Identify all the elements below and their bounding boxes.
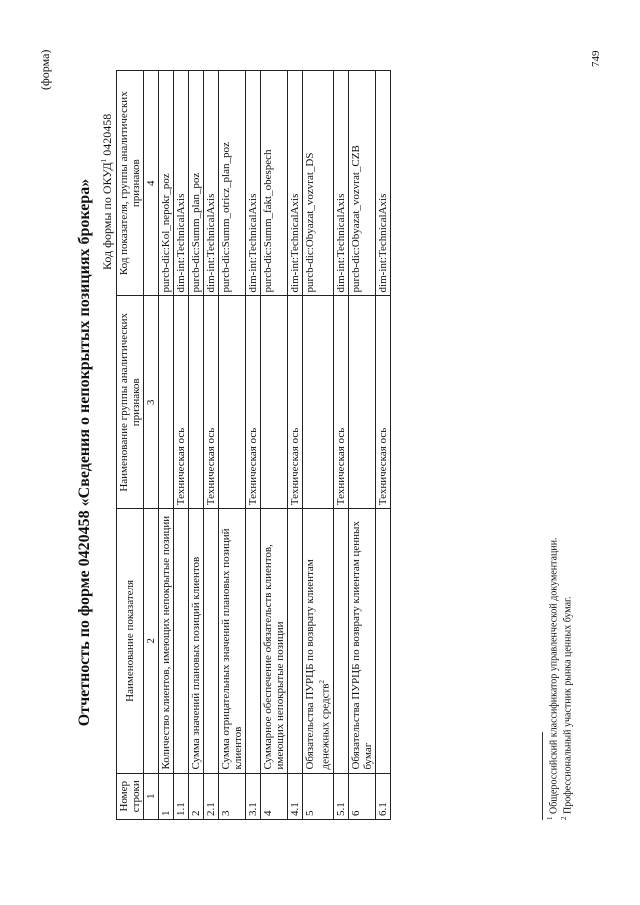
group-name: Техническая ось: [204, 296, 219, 509]
table-row: [246, 71, 261, 820]
row-number: 3.1: [246, 773, 261, 819]
page-number: 749: [590, 50, 602, 67]
row-number: 2.1: [204, 773, 219, 819]
group-name: [261, 296, 288, 509]
okud-label: Код формы по ОКУД: [100, 162, 114, 270]
table-row: [288, 71, 303, 820]
group-name: [303, 296, 334, 509]
column-number: 2: [144, 509, 159, 773]
indicator-code: purcb-dic:Summ_otricz_plan_poz: [219, 71, 246, 296]
group-name: Техническая ось: [246, 296, 261, 509]
header-row-number: Номер строки: [117, 773, 144, 819]
footnote-1: [546, 537, 559, 820]
row-number: 1.1: [174, 773, 189, 819]
indicator-name: [204, 509, 219, 773]
document-title: Отчетность по форме 0420458 «Сведения о непокрытых позициях брокера»: [76, 178, 93, 727]
table-row: [375, 71, 390, 820]
indicator-name: Обязательства ПУРЦБ по возврату клиентам ценных бумаг: [348, 509, 375, 773]
table-row: [174, 71, 189, 820]
row-number: 2: [189, 773, 204, 819]
row-number: 6: [348, 773, 375, 819]
indicator-code: dim-int:TechnicalAxis: [375, 71, 390, 296]
footnote-text: Профессиональный участник рынка ценных бумаг.: [562, 596, 574, 817]
indicator-name: [288, 509, 303, 773]
footnote-mark: 1: [546, 816, 554, 820]
indicator-name: [246, 509, 261, 773]
indicator-code: purcb-dic:Summ_fakt_obespech: [261, 71, 288, 296]
row-number: 4.1: [288, 773, 303, 819]
table-row: [333, 71, 348, 820]
group-name: Техническая ось: [174, 296, 189, 509]
indicator-code: dim-int:TechnicalAxis: [204, 71, 219, 296]
indicator-code: dim-int:TechnicalAxis: [174, 71, 189, 296]
row-number: 1: [159, 773, 174, 819]
table-row: [303, 71, 334, 820]
indicator-code: purcb-dic:Obyazat_vozvrat_CZB: [348, 71, 375, 296]
table-row: [189, 71, 204, 820]
group-name: [219, 296, 246, 509]
indicator-name: Обязательства ПУРЦБ по возврату клиентам денежных средств: [304, 559, 332, 770]
row-number: 5: [303, 773, 334, 819]
indicator-code: purcb-dic:Kol_nepokr_poz: [159, 71, 174, 296]
indicator-code: dim-int:TechnicalAxis: [246, 71, 261, 296]
group-name: [348, 296, 375, 509]
group-name: Техническая ось: [375, 296, 390, 509]
indicator-name: Сумма значений плановых позиций клиентов: [189, 509, 204, 773]
row-number: 4: [261, 773, 288, 819]
group-name: [189, 296, 204, 509]
column-numbers-row: [144, 71, 159, 820]
table-row: [204, 71, 219, 820]
table-row: [261, 71, 288, 820]
indicator-name: Суммарное обеспечение обязательств клиентов, имеющих непокрытые позиции: [261, 509, 288, 773]
indicator-table: [116, 70, 391, 820]
okud-footnote-mark: 1: [100, 158, 108, 163]
footnote-mark: 2: [318, 680, 326, 684]
indicator-name-cell: [303, 509, 334, 773]
header-code: Код показателя, группы аналитических признаков: [117, 71, 144, 296]
group-name: Техническая ось: [288, 296, 303, 509]
column-number: 4: [144, 71, 159, 296]
okud-value: 0420458: [100, 113, 114, 159]
table-row: [159, 71, 174, 820]
form-label: (форма): [38, 49, 52, 90]
table-header-row: [117, 71, 144, 820]
footnote-mark: 2: [560, 816, 568, 820]
indicator-code: purcb-dic:Obyazat_vozvrat_DS: [303, 71, 334, 296]
group-name: Техническая ось: [333, 296, 348, 509]
column-number: 3: [144, 296, 159, 509]
indicator-name: [174, 509, 189, 773]
table-row: [219, 71, 246, 820]
table-row: [348, 71, 375, 820]
footnote-separator: [542, 732, 543, 820]
row-number: 3: [219, 773, 246, 819]
header-group-name: Наименование группы аналитических признаков: [117, 296, 144, 509]
indicator-code: purcb-dic:Summ_plan_poz: [189, 71, 204, 296]
indicator-name: Сумма отрицательных значений плановых позиций клиентов: [219, 509, 246, 773]
row-number: 6.1: [375, 773, 390, 819]
footnote-2: [560, 597, 573, 820]
header-indicator-name: Наименование показателя: [117, 509, 144, 773]
column-number: 1: [144, 773, 159, 819]
okud-code-line: [100, 114, 115, 270]
indicator-code: dim-int:TechnicalAxis: [333, 71, 348, 296]
row-number: 5.1: [333, 773, 348, 819]
group-name: [159, 296, 174, 509]
footnote-text: Общероссийский классификатор управленческой документации.: [548, 537, 560, 817]
indicator-code: dim-int:TechnicalAxis: [288, 71, 303, 296]
indicator-name: Количество клиентов, имеющих непокрытые позиции: [159, 509, 174, 773]
indicator-name: [375, 509, 390, 773]
indicator-name: [333, 509, 348, 773]
